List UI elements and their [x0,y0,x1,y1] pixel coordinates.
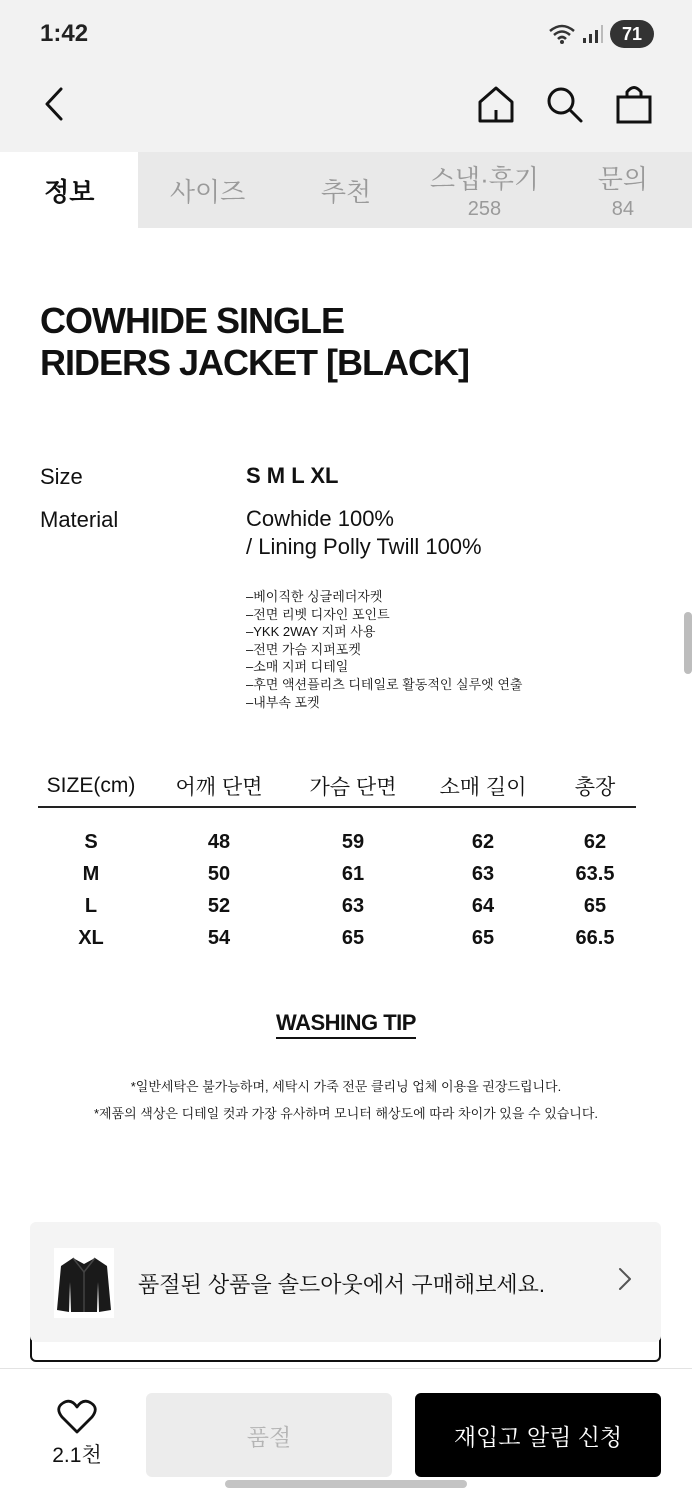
size-table [38,766,636,954]
material-value [246,505,482,561]
soldout-banner-text: 품절된 상품을 솔드아웃에서 구매해보세요. [138,1272,545,1297]
table-row [38,858,636,890]
product-thumbnail [54,1248,114,1318]
table-cell: XL [78,926,104,949]
tab-recommend[interactable] [277,152,415,228]
home-icon [476,84,516,124]
table-cell: 65 [583,894,607,917]
table-cell: 66.5 [575,926,615,949]
material-line: Cowhide 100% [246,506,394,531]
product-title [40,300,640,384]
jacket-image [55,1252,113,1314]
top-navigation [0,68,692,152]
tab-size[interactable] [138,152,276,228]
header-cell: 가슴 단면 [309,776,397,799]
tab-inquiry[interactable] [554,152,692,228]
table-cell: 50 [207,862,231,885]
table-cell: 62 [583,830,607,853]
feature-item: –전면 가슴 지퍼포켓 [246,641,361,657]
feature-item: –후면 액션플리츠 디테일로 활동적인 실루엣 연출 [246,676,523,692]
product-title-line2: RIDERS JACKET [BLACK] [40,342,469,383]
wifi-icon [548,23,576,45]
table-cell: 54 [207,926,231,949]
tab-count: 84 [611,198,634,220]
material-line: / Lining Polly Twill 100% [246,534,482,559]
product-tabs [0,152,692,228]
washing-note: *일반세탁은 불가능하며, 세탁시 가죽 전문 클리닝 업체 이용을 권장드립니다. [130,1079,562,1094]
tab-label: 스냅·후기 [429,164,539,194]
table-row [38,890,636,922]
table-cell: 63 [471,862,495,885]
table-cell: 59 [341,830,365,853]
feature-item: –내부속 포켓 [246,694,320,710]
table-cell: 52 [207,894,231,917]
size-value: S M L XL [246,463,339,488]
header-cell: 소매 길이 [439,776,527,799]
signal-icon [582,24,604,44]
chevron-right-icon [617,1266,633,1292]
table-cell: M [82,862,100,885]
table-cell: 62 [471,830,495,853]
heart-icon [57,1399,97,1435]
feature-item: –전면 리벳 디자인 포인트 [246,606,390,622]
table-row [38,826,636,858]
size-table-header [38,766,636,808]
status-time: 1:42 [40,20,89,47]
tab-label: 문의 [597,164,648,194]
tab-count: 258 [467,198,502,220]
tab-label: 사이즈 [169,176,246,207]
table-cell: 64 [471,894,495,917]
tab-info[interactable] [0,152,138,228]
washing-tip-heading [0,1010,692,1036]
status-icons [548,20,654,48]
header-cell: 어깨 단면 [175,776,263,799]
like-count: 2.1천 [52,1444,102,1467]
status-bar [0,0,692,68]
table-cell: 61 [341,862,365,885]
material-label: Material [40,507,119,532]
table-cell: 65 [341,926,365,949]
size-label: Size [40,464,83,489]
search-icon [544,84,584,124]
battery-indicator: 71 [610,20,654,48]
soldout-button[interactable]: 품절 [146,1393,392,1477]
scrollbar[interactable] [684,612,692,674]
header-cell: SIZE(cm) [46,774,136,797]
color-note: *제품의 색상은 디테일 컷과 가장 유사하며 모니터 해상도에 따라 차이가 있을 수 있습니다. [93,1106,599,1121]
back-button[interactable] [32,82,76,126]
banner-arrow [617,1266,633,1297]
table-cell: 63.5 [575,862,615,885]
size-table-body [38,808,636,954]
feature-list [246,588,522,711]
product-title-line1: COWHIDE SINGLE [40,300,345,341]
feature-item: –베이직한 싱글레더자켓 [246,589,383,604]
cart-button[interactable] [612,82,656,126]
home-button[interactable] [474,82,518,126]
restock-alert-button[interactable]: 재입고 알림 신청 [415,1393,661,1477]
tab-label: 정보 [44,176,95,207]
header-cell: 총장 [574,776,616,799]
table-cell: L [84,894,98,917]
feature-item: –YKK 2WAY 지퍼 사용 [246,624,376,640]
bottom-action-bar [0,1368,692,1500]
soldout-banner[interactable] [30,1222,661,1342]
like-button[interactable] [42,1399,112,1469]
tab-label: 추천 [320,176,372,207]
shopping-bag-icon [615,84,653,124]
washing-tip-title: WASHING TIP [276,1010,416,1039]
home-indicator [225,1480,467,1488]
table-cell: 63 [341,894,365,917]
chevron-left-icon [39,86,69,122]
search-button[interactable] [542,82,586,126]
table-cell: S [84,830,98,853]
tab-snap-review[interactable] [415,152,553,228]
table-cell: 48 [207,830,231,853]
feature-item: –소매 지퍼 디테일 [246,659,349,675]
table-cell: 65 [471,926,495,949]
table-row [38,922,636,954]
